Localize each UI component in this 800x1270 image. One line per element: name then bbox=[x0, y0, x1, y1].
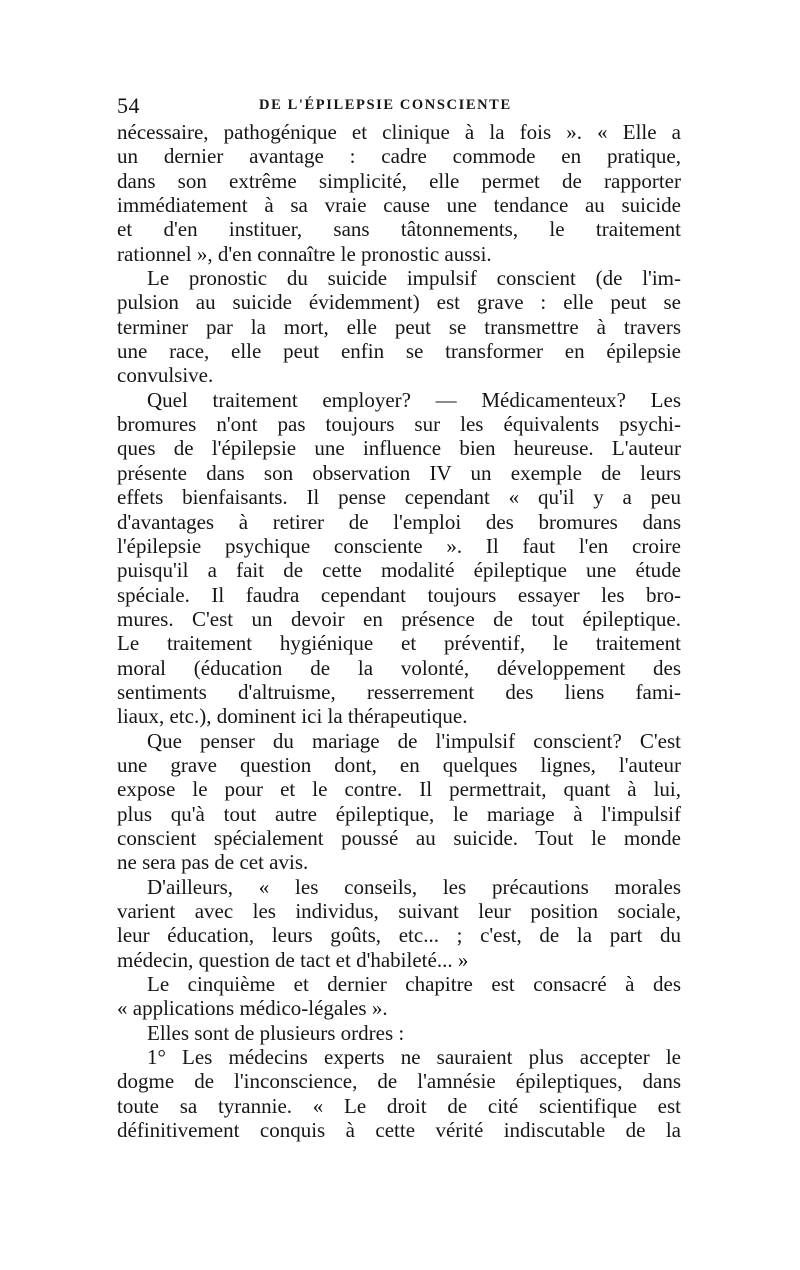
text-line: bromures n'ont pas toujours sur les équivalents psychi- bbox=[117, 412, 681, 437]
text-line: varient avec les individus, suivant leur position sociale, bbox=[117, 899, 681, 923]
text-line: présente dans son observation IV un exemple de leurs bbox=[117, 460, 681, 485]
text-line: liaux, etc.), dominent ici la thérapeutique. bbox=[117, 704, 468, 729]
page-header bbox=[117, 93, 681, 118]
text-line: une grave question dont, en quelques lignes, l'auteur bbox=[117, 752, 681, 777]
text-line: un dernier avantage : cadre commode en pratique, bbox=[117, 144, 681, 169]
text-line: Que penser du mariage de l'impulsif conscient? C'est bbox=[147, 728, 681, 753]
text-line: moral (éducation de la volonté, développement des bbox=[117, 655, 681, 680]
text-line: convulsive. bbox=[117, 363, 214, 388]
text-line: d'avantages à retirer de l'emploi des bromures dans bbox=[117, 509, 681, 534]
text-line: mures. C'est un devoir en présence de tout épileptique. bbox=[117, 606, 681, 631]
text-line: immédiatement à sa vraie cause une tendance au suicide bbox=[117, 193, 681, 218]
text-line: ne sera pas de cet avis. bbox=[117, 850, 309, 875]
text-line: dogme de l'inconscience, de l'amnésie épileptiques, dans bbox=[117, 1069, 681, 1094]
text-line: Le traitement hygiénique et préventif, le traitement bbox=[117, 631, 681, 656]
text-line: Le pronostic du suicide impulsif conscient (de l'im- bbox=[147, 266, 681, 291]
text-line: puisqu'il a fait de cette modalité épileptique une étude bbox=[117, 558, 681, 583]
text-line: expose le pour et le contre. Il permettrait, quant à lui, bbox=[117, 777, 681, 802]
text-line: effets bienfaisants. Il pense cependant « qu'il y a peu bbox=[117, 485, 681, 510]
text-line: Le cinquième et dernier chapitre est consacré à des bbox=[147, 972, 681, 997]
text-line: D'ailleurs, « les conseils, les précautions morales bbox=[147, 874, 681, 899]
text-line: médecin, question de tact et d'habileté... » bbox=[117, 947, 469, 972]
text-line: « applications médico-légales ». bbox=[117, 996, 388, 1021]
text-line: 1° Les médecins experts ne sauraient plus accepter le bbox=[147, 1045, 681, 1070]
text-line: terminer par la mort, elle peut se transmettre à travers bbox=[117, 314, 681, 339]
text-line: pulsion au suicide évidemment) est grave : elle peut se bbox=[117, 290, 681, 315]
text-line: définitivement conquis à cette vérité indiscutable de la bbox=[117, 1118, 681, 1143]
running-title: DE L'ÉPILEPSIE CONSCIENTE bbox=[259, 97, 512, 113]
text-line: ques de l'épilepsie une influence bien heureuse. L'auteur bbox=[117, 436, 681, 461]
text-line: Quel traitement employer? — Médicamenteux? Les bbox=[147, 387, 681, 412]
body-text bbox=[117, 120, 681, 1142]
text-line: plus qu'à tout autre épileptique, le mariage à l'impulsif bbox=[117, 801, 681, 826]
text-line: conscient spécialement poussé au suicide. Tout le monde bbox=[117, 825, 681, 850]
text-line: et d'en instituer, sans tâtonnements, le traitement bbox=[117, 217, 681, 242]
text-line: toute sa tyrannie. « Le droit de cité scientifique est bbox=[117, 1093, 681, 1118]
text-line: leur éducation, leurs goûts, etc... ; c'est, de la part du bbox=[117, 923, 681, 948]
page-number: 54 bbox=[117, 93, 140, 118]
text-line: l'épilepsie psychique consciente ». Il faut l'en croire bbox=[117, 533, 681, 558]
text-line: spéciale. Il faudra cependant toujours essayer les bro- bbox=[117, 582, 681, 607]
text-line: sentiments d'altruisme, resserrement des liens fami- bbox=[117, 679, 681, 704]
text-line: une race, elle peut enfin se transformer en épilepsie bbox=[117, 339, 681, 364]
text-line: dans son extrême simplicité, elle permet de rapporter bbox=[117, 168, 681, 193]
text-line: rationnel », d'en connaître le pronostic aussi. bbox=[117, 241, 492, 266]
text-line: nécessaire, pathogénique et clinique à la fois ». « Elle a bbox=[117, 120, 681, 144]
text-line: Elles sont de plusieurs ordres : bbox=[147, 1020, 405, 1045]
